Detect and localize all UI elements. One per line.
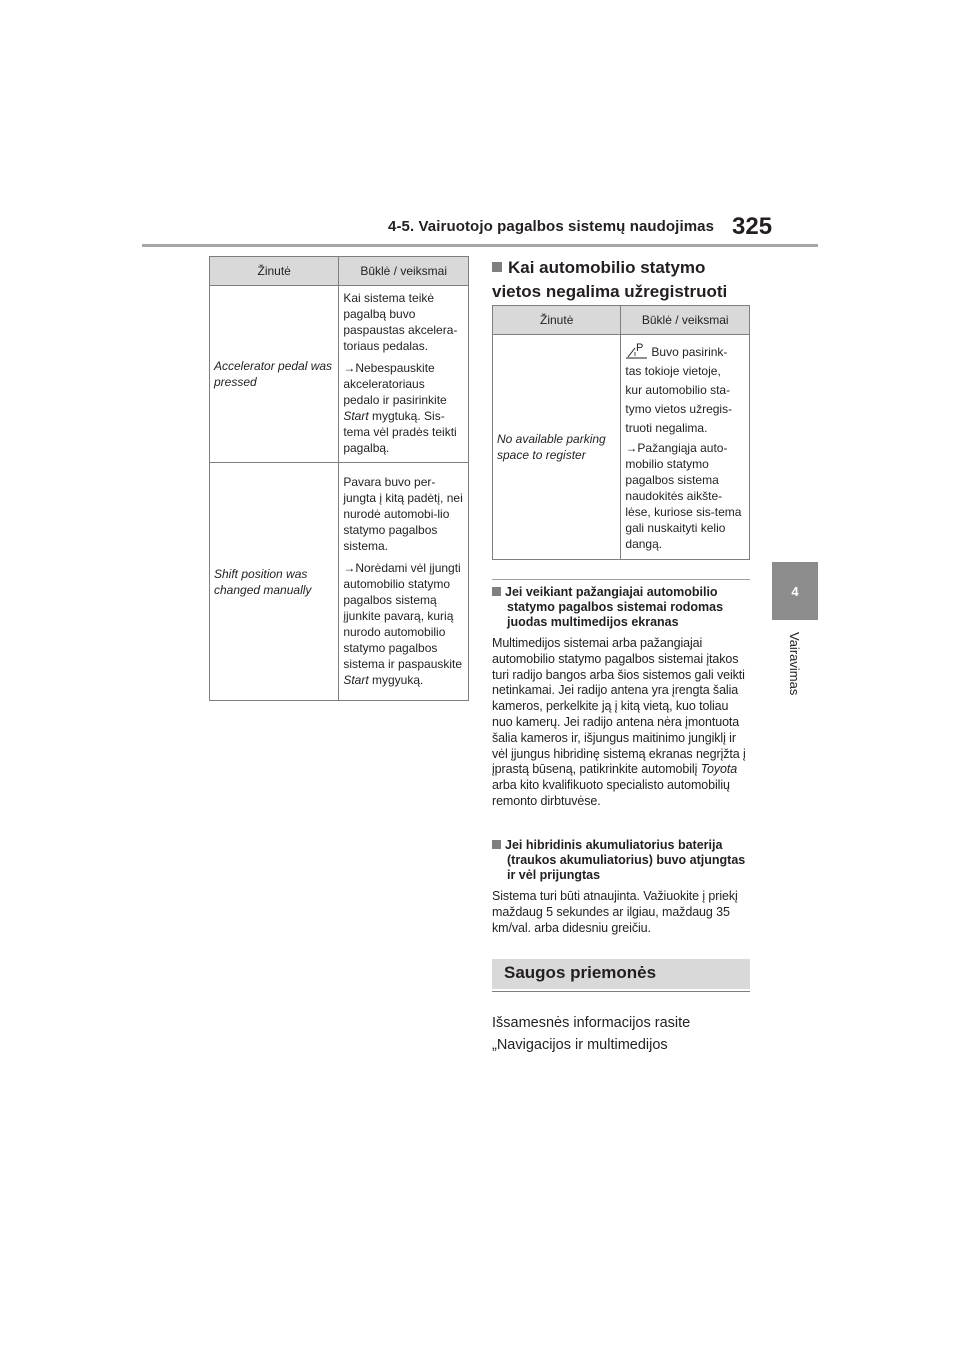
square-bullet-icon	[492, 840, 501, 849]
note-body-text: Sistema turi būti atnaujinta. Važiuokite į priekį maždaug 5 sekundes ar ilgiau, maždaug 35 km/val. arba didesniu greičiu.	[492, 889, 738, 935]
action-text	[343, 560, 464, 688]
note-body	[492, 636, 748, 810]
section-title-text: Kai automobilio statymo vietos negalima užregistruoti	[492, 258, 728, 301]
caution-heading-box	[492, 959, 750, 989]
table-header-row	[493, 306, 750, 335]
chapter-side-label-text: Vairavimas	[787, 632, 802, 696]
action-suffix: mygyuką.	[368, 672, 424, 687]
table-header-state: Būklė / veiksmai	[339, 257, 469, 286]
square-bullet-icon	[492, 262, 502, 272]
action-text	[343, 360, 464, 456]
state-line: tas tokioje vietoje,	[625, 364, 721, 378]
table-header-message: Žinutė	[210, 257, 339, 286]
table-header-message: Žinutė	[493, 306, 621, 335]
caution-rule	[492, 991, 750, 992]
caution-text	[492, 1012, 752, 1056]
action-prefix: Norėdami vėl įjungti automobilio statymo pagalbos sistemą įjunkite pavarą, kurią nurodo automobilio statymo pagalbos sistema ir paspauskite	[343, 560, 463, 671]
note-2	[492, 838, 748, 936]
state-text: Pavara buvo per-jungta į kitą padėtį, nei nurodė automobi-lio statymo pagalbos sistema.	[343, 474, 463, 553]
caution-line: „Navigacijos ir multimedijos	[492, 1037, 668, 1053]
state-text: Kai sistema teikė pagalbą buvo paspaustas akcelera-toriaus pedalas.	[343, 291, 458, 353]
note-body	[492, 889, 748, 936]
page-number: 325	[732, 213, 773, 240]
parking-icon	[625, 340, 649, 360]
action-prefix: Nebespauskite akceleratoriaus pedalo ir pasirinkite	[343, 361, 447, 407]
state-cell	[621, 335, 750, 560]
caution-title: Saugos priemonės	[504, 963, 657, 982]
note-body-text: Multimedijos sistemai arba pažangiajai automobilio statymo pagalbos sistemai įtakos turi radijo bangos arba šios sistemos gali veikti netinkamai. Jei radijo antena yra įrengta šalia kameros, perkelkite ją į kitą vietą, kuo toliau nuo kamerų. Jei radijo antena nėra įmontuota šalia kameros ir, išjungus maitinimo jungiklį ir vėl įjungus hibridinę sistemą ekranas negrįžta į įprastą būseną, patikrinkite automobilį	[492, 636, 746, 777]
table-header-state: Būklė / veiksmai	[621, 306, 750, 335]
state-line: kur automobilio sta-	[625, 383, 731, 397]
note-heading	[492, 585, 748, 630]
header-rule	[142, 244, 818, 247]
table-row	[210, 286, 469, 463]
note-heading-text: Jei veikiant pažangiajai automobilio statymo pagalbos sistemai rodomas juodas multimedijos ekranas	[505, 585, 724, 629]
chapter-title: 4-5. Vairuotojo pagalbos sistemų naudojimas	[388, 218, 715, 235]
chapter-tab-number: 4	[791, 584, 799, 599]
action-italic: Start	[343, 409, 369, 423]
chapter-tab	[772, 562, 818, 620]
state-line: Buvo pasirink-	[651, 345, 728, 359]
state-cell	[339, 463, 469, 701]
arrow-icon: →	[343, 361, 356, 375]
table-row	[210, 463, 469, 701]
note-heading	[492, 838, 748, 883]
note-body-suffix: arba kito kvalifikuoto specialisto automobilių remonto dirbtuvėse.	[492, 778, 730, 808]
action-text	[625, 440, 745, 552]
chapter-side-label	[788, 632, 804, 712]
note-body-italic: Toyota	[700, 762, 738, 777]
square-bullet-icon	[492, 587, 501, 596]
note-1	[492, 585, 748, 810]
left-message-table	[209, 256, 469, 701]
section-title	[492, 256, 752, 304]
arrow-icon: →	[625, 441, 638, 455]
svg-text:P: P	[636, 342, 644, 354]
table-header-row	[210, 257, 469, 286]
state-line: truoti negalima.	[625, 421, 708, 435]
caution-line: Išsamesnės informacijos rasite	[492, 1015, 691, 1031]
message-cell: Accelerator pedal was pressed	[210, 286, 339, 463]
note-heading-text: Jei hibridinis akumuliatorius baterija (traukos akumuliatorius) buvo atjungtas ir vėl prijungtas	[505, 838, 746, 882]
message-cell: Shift position was changed manually	[210, 463, 339, 701]
table-row	[493, 335, 750, 560]
message-cell: No available parking space to register	[493, 335, 621, 560]
arrow-icon: →	[343, 560, 356, 575]
action-body: Pažangiąja auto-mobilio statymo pagalbos sistema naudokitės aikšte-lėse, kuriose sis-tema gali nuskaityti kelio dangą.	[625, 441, 742, 551]
notes-divider	[492, 579, 750, 580]
state-text	[625, 340, 745, 438]
state-cell	[339, 286, 469, 463]
right-message-table	[492, 305, 750, 560]
action-suffix: mygtuką. Sis-tema vėl pradės teikti pagalbą.	[343, 409, 457, 455]
state-line: tymo vietos užregis-	[625, 402, 733, 416]
action-italic: Start	[343, 672, 369, 687]
